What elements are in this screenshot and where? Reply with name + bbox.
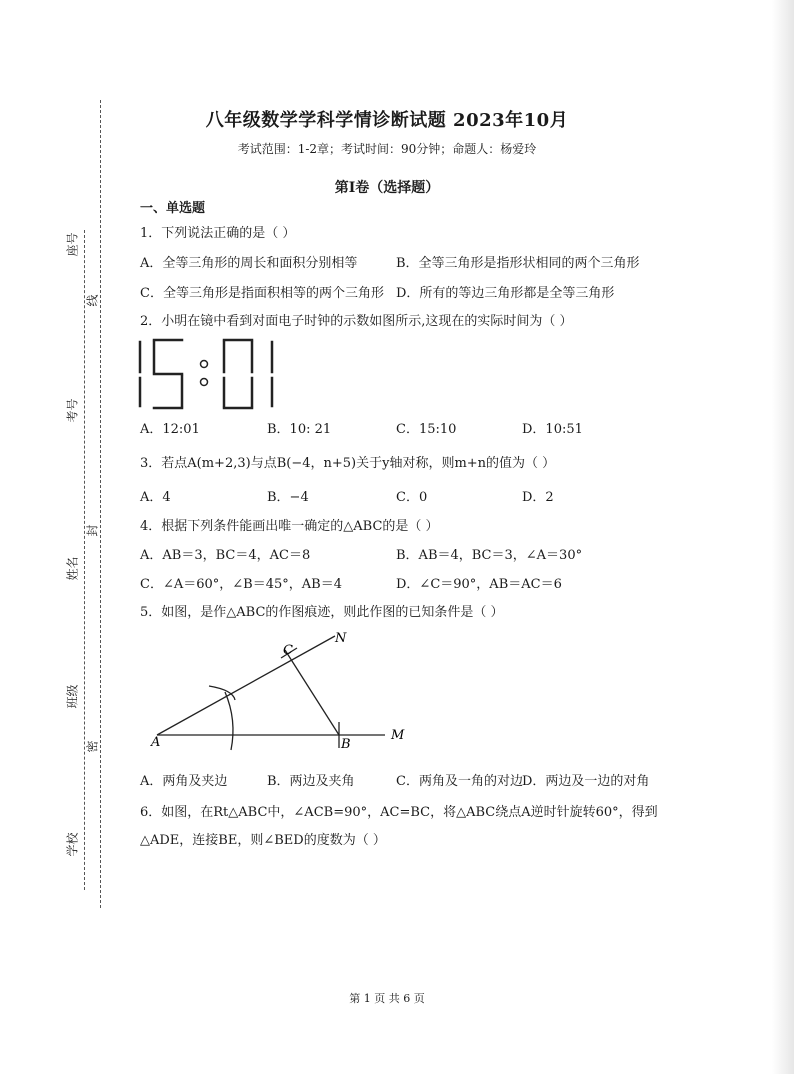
seal-mark-secret: 密 (85, 740, 100, 753)
question-2-option-d: D．10:51 (522, 422, 583, 437)
question-6-stem-line-1: 6．如图，在Rt△ABC中，∠ACB=90°，AC=BC，将△ABC绕点A逆时针旋转60°，得到 (140, 805, 658, 820)
figure-label-c: C (283, 643, 293, 658)
question-2-option-c: C．15:10 (396, 422, 457, 437)
question-4-option-c: C．∠A＝60°，∠B＝45°，AB＝4 (140, 577, 342, 592)
exam-title: 八年级数学学科学情诊断试题 2023年10月 (205, 110, 569, 131)
binding-line-outer (100, 100, 101, 908)
question-5-stem: 5．如图，是作△ABC的作图痕迹，则此作图的已知条件是（ ） (140, 605, 504, 620)
mirrored-clock-figure (134, 336, 282, 412)
school-label: 学校 (65, 832, 80, 857)
question-3-stem: 3．若点A(m+2,3)与点B(−4，n+5)关于y轴对称，则m+n的值为（ ） (140, 456, 556, 471)
question-1-option-c: C．全等三角形是指面积相等的两个三角形 (140, 286, 384, 301)
question-4-option-d: D．∠C＝90°，AB＝AC＝6 (396, 577, 562, 592)
question-4-stem: 4．根据下列条件能画出唯一确定的△ABC的是（ ） (140, 519, 439, 534)
question-6-stem-line-2: △ADE，连接BE，则∠BED的度数为（ ） (140, 833, 386, 848)
question-3-option-a: A．4 (140, 490, 171, 505)
question-5-option-a: A．两角及夹边 (140, 774, 228, 789)
page-edge-shadow (772, 0, 794, 1074)
question-3-option-d: D．2 (522, 490, 554, 505)
seat-number-label: 座号 (65, 232, 80, 257)
question-5-option-b: B．两边及夹角 (267, 774, 355, 789)
figure-label-a: A (151, 735, 161, 750)
name-label: 姓名 (65, 556, 80, 581)
question-1-option-a: A．全等三角形的周长和面积分别相等 (140, 256, 358, 271)
construction-figure (145, 630, 415, 755)
figure-label-n: N (335, 631, 347, 646)
section-title: 一、单选题 (140, 201, 206, 216)
figure-label-m: M (391, 728, 405, 743)
question-5-option-c: C．两角及一角的对边 (396, 774, 523, 789)
page-footer: 第 1 页 共 6 页 (349, 992, 425, 1005)
seal-mark-line: 线 (85, 294, 100, 307)
class-label: 班级 (65, 684, 80, 709)
seal-mark-seal: 封 (85, 524, 100, 537)
question-4-option-a: A．AB＝3，BC＝4，AC＝8 (140, 548, 311, 563)
binding-line-inner (84, 230, 85, 890)
figure-label-b: B (341, 737, 351, 752)
exam-number-label: 考号 (65, 398, 80, 423)
volume-title: 第I卷（选择题） (334, 180, 440, 196)
question-4-option-b: B．AB＝4，BC＝3，∠A＝30° (396, 548, 583, 563)
question-3-option-b: B．−4 (267, 490, 309, 505)
exam-subtitle: 考试范围：1-2章；考试时间：90分钟；命题人：杨爱玲 (237, 142, 537, 156)
question-1-stem: 1．下列说法正确的是（ ） (140, 226, 296, 241)
question-1-option-d: D．所有的等边三角形都是全等三角形 (396, 286, 615, 301)
question-3-option-c: C．0 (396, 490, 428, 505)
question-5-option-d: D．两边及一边的对角 (522, 774, 650, 789)
question-2-option-a: A．12:01 (140, 422, 200, 437)
question-1-option-b: B．全等三角形是指形状相同的两个三角形 (396, 256, 640, 271)
question-2-stem: 2．小明在镜中看到对面电子时钟的示数如图所示,这现在的实际时间为（ ） (140, 314, 573, 329)
question-2-option-b: B．10: 21 (267, 422, 332, 437)
